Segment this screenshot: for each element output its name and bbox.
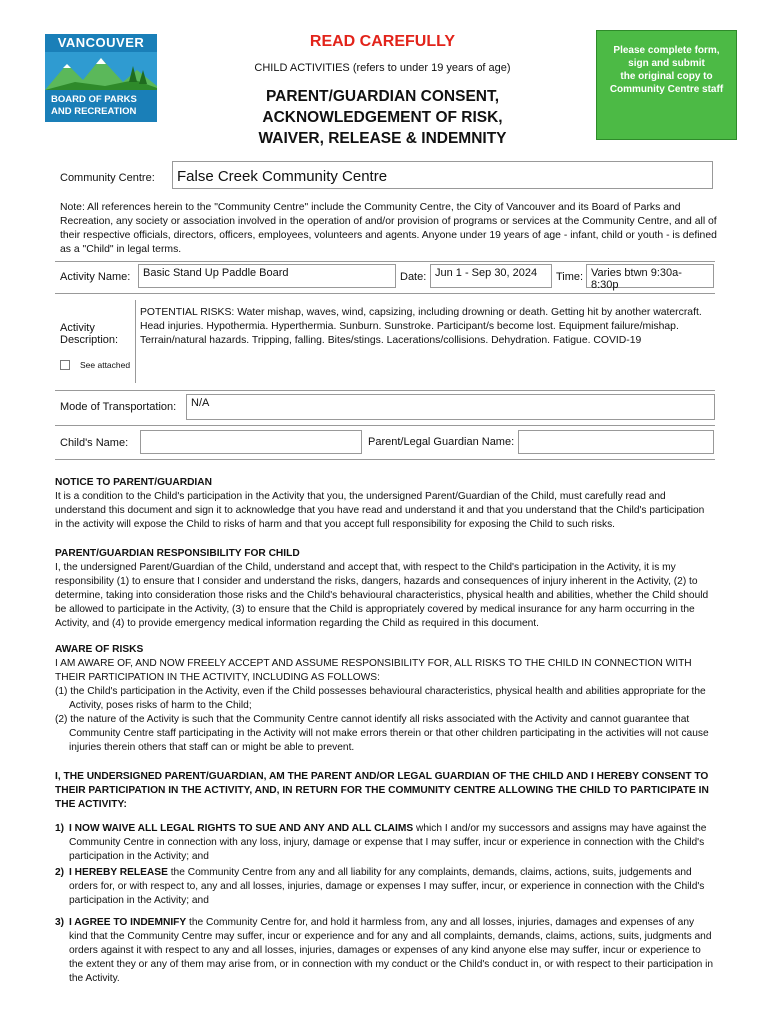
item-bold: I HEREBY RELEASE	[69, 867, 168, 878]
guardian-name-field[interactable]	[518, 430, 714, 454]
item-text: which I and/or my successors and assigns may have against the Community Centre in connection with any loss, injury, damage or expense that I may suffer, incur or experience in connection with the Child's participation in the Activity; and	[69, 823, 707, 862]
see-attached-checkbox[interactable]	[60, 360, 70, 370]
transportation-field[interactable]: N/A	[186, 394, 715, 420]
date-label: Date:	[400, 271, 427, 283]
read-carefully-heading: READ CAREFULLY	[309, 33, 456, 50]
activity-name-label: Activity Name:	[60, 271, 131, 283]
aware-section	[55, 643, 715, 755]
community-centre-label: Community Centre:	[60, 172, 155, 184]
transportation-label: Mode of Transportation:	[60, 401, 177, 413]
activity-description-label: Activity Description:	[60, 322, 119, 346]
item-number: 1)	[55, 823, 65, 834]
document-title: PARENT/GUARDIAN CONSENT, ACKNOWLEDGEMENT OF RISK, WAIVER, RELEASE & INDEMNITY	[258, 88, 507, 147]
consent-heading: I, THE UNDERSIGNED PARENT/GUARDIAN, AM THE PARENT AND/OR LEGAL GUARDIAN OF THE CHILD AND I HEREBY CONSENT TO THEIR PARTICIPATION IN THE ACTIVITY, AND, IN RETURN FOR THE COMMUNITY CENTRE ALLOWING THE CHILD TO PARTICIPATE IN THE ACTIVITY:	[55, 771, 709, 810]
divider	[55, 425, 715, 426]
waiver-item	[55, 822, 715, 864]
guardian-name-label: Parent/Legal Guardian Name:	[368, 436, 515, 448]
divider	[55, 293, 715, 294]
logo-subtitle: BOARD OF PARKS AND RECREATION	[45, 90, 157, 122]
item-number: 2)	[55, 867, 65, 878]
submit-instructions-box: Please complete form, sign and submit the original copy to Community Centre staff	[596, 30, 737, 140]
child-activities-subtitle: CHILD ACTIVITIES (refers to under 19 years of age)	[254, 62, 511, 74]
date-field[interactable]: Jun 1 - Sep 30, 2024	[430, 264, 552, 288]
vancouver-parks-logo	[45, 34, 157, 122]
activity-name-field[interactable]: Basic Stand Up Paddle Board	[138, 264, 396, 288]
aware-item-1: (1) the Child's participation in the Activity, even if the Child possesses behavioural characteristics, physical health and abilities appropriate for the Activity, poses risks of harm to the Child;	[55, 686, 706, 711]
divider	[55, 261, 715, 262]
item-bold: I NOW WAIVE ALL LEGAL RIGHTS TO SUE AND ANY AND ALL CLAIMS	[69, 823, 414, 834]
divider	[55, 390, 715, 391]
divider	[55, 459, 715, 460]
indemnify-item	[55, 916, 715, 986]
responsibility-text: I, the undersigned Parent/Guardian of the Child, understand and accept that, with respect to the Child's participation in the Activity, it is my responsibility (1) to ensure that I consider and understand the risks, dangers, hazards and consequences of injury inherent in the Activity, (2) to determine, taking into consideration those risks and the Child's behavioural characteristics, physical health and abilities, whether the Child should be allowed to participate in the Activity, (3) to ensure that the Child is appropriately covered by medical insurance for any harm occurring in the Activity, and (4) to provide emergency medical information regarding the Child as required in this document.	[55, 562, 709, 629]
aware-item-2: (2) the nature of the Activity is such that the Community Centre cannot identify all risks associated with the Activity and cannot guarantee that Community Centre staff participating in the Activity will not make errors therein or that other children participating in the activities will not cause injuries therein others that staff can or might be able to prevent.	[55, 714, 709, 753]
responsibility-section	[55, 547, 715, 631]
notice-heading: NOTICE TO PARENT/GUARDIAN	[55, 477, 212, 488]
responsibility-heading: PARENT/GUARDIAN RESPONSIBILITY FOR CHILD	[55, 548, 300, 559]
item-text: the Community Centre for, and hold it harmless from, any and all losses, injuries, damages and expenses of any kind that the Community Centre may suffer, incur or experience and for any and all complaints, demands, claims, actions, suits, judgments and orders against it with respect to any and all losses, injuries, damages or expenses of any kind anyone else may suffer, incur or experience to the extent they or any of them may arise from, or in connection with my conduct or the Child's conduct in, or with respect to their participation in the Activity.	[69, 917, 714, 984]
child-name-label: Child's Name:	[60, 437, 129, 449]
community-centre-field[interactable]: False Creek Community Centre	[172, 161, 713, 189]
item-text: the Community Centre from any and all liability for any complaints, demands, claims, actions, suits, judgements and orders for, or with respect to, any and all losses, injuries, damage or expenses I may suffer, incur, or experience in connection with the Child's participation in the Activity; and	[69, 867, 705, 906]
aware-heading: AWARE OF RISKS	[55, 644, 144, 655]
time-field[interactable]: Varies btwn 9:30a-8:30p	[586, 264, 714, 288]
child-name-field[interactable]	[140, 430, 362, 454]
item-number: 3)	[55, 917, 65, 928]
activity-description-text: POTENTIAL RISKS: Water mishap, waves, wind, capsizing, including drowning or death. Getting hit by another watercraft. Head injuries. Hypothermia. Hyperthermia. Sunburn. Sunstroke. Participant/s become lost. Equipment failure/mishap. Terrain/natural hazards. Tripping, falling. Bites/stings. Lacerations/collisions. Dehydration. Fatigue. COVID-19	[140, 307, 702, 346]
notice-text: It is a condition to the Child's participation in the Activity that you, the undersigned Parent/Guardian of the Child, must carefully read and understand this document and sign it to acknowledge that you have read and understand it and that you understand that the Child's participation in the activity will expose the Child to risks of harm and that you accept full responsibility for exposing the Child to such risks.	[55, 491, 705, 530]
aware-text: I AM AWARE OF, AND NOW FREELY ACCEPT AND ASSUME RESPONSIBILITY FOR, ALL RISKS TO THE CHILD IN CONNECTION WITH THEIR PARTICIPATION IN THE ACTIVITY, INCLUDING AS FOLLOWS:	[55, 658, 692, 683]
item-bold: I AGREE TO INDEMNIFY	[69, 917, 187, 928]
logo-title: VANCOUVER	[45, 34, 157, 52]
notice-section	[55, 476, 715, 532]
release-item	[55, 866, 715, 908]
mountain-icon	[45, 52, 157, 90]
time-label: Time:	[556, 271, 584, 283]
see-attached-label: See attached	[80, 360, 131, 370]
note-text: Note: All references herein to the "Community Centre" include the Community Centre, the City of Vancouver and its Board of Parks and Recreation, any society or association involved in the operation of and/or provision of programs or services at the Community Centre, and all of their respective officials, directors, officers, employees, volunteers and agents. Anyone under 19 years of age - infant, child or youth - is defined as a "Child" in legal terms.	[60, 202, 717, 255]
